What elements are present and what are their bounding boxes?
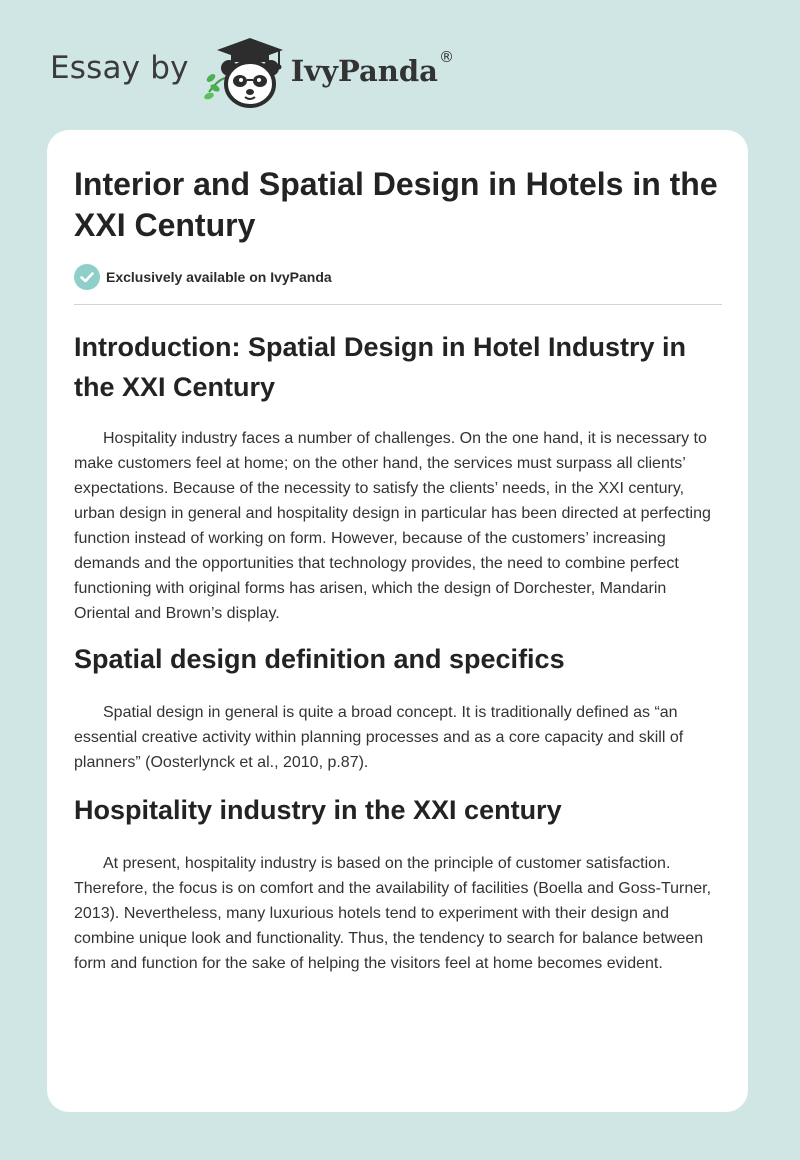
title-divider: [74, 304, 722, 305]
panda-logo-icon: [201, 34, 287, 110]
section-paragraph-spatial-design: Spatial design in general is quite a broad concept. It is traditionally defined as “an essential creative activity within planning processes and as a core capacity and skill of planners” (Oosterlynck et al., 2010, p.87).: [74, 704, 684, 771]
section-paragraph-introduction: Hospitality industry faces a number of challenges. On the one hand, it is necessary to make customers feel at home; on the other hand, the services must surpass all clients’ expectations. Because of the necessity to satisfy the clients’ needs, in the XXI century, urban design in general and hospitality design in particular has been directed at perfecting function instead of working on form. However, because of the customers’ increasing demands and the opportunities that technology provides, the need to combine perfect functioning with original forms has arisen, which the design of Dorchester, Mandarin Oriental and Brown’s display.: [74, 430, 711, 622]
check-circle-icon: [74, 264, 100, 290]
section-paragraph-hospitality: At present, hospitality industry is based on the principle of customer satisfaction. Therefore, the focus is on comfort and the availability of facilities (Boella and Goss-Turner, 2013). Nevertheless, many luxurious hotels tend to experiment with their design and combine unique look and functionality. Thus, the tendency to search for balance between form and function for the sake of helping the visitors feel at home becomes evident.: [74, 855, 712, 972]
brand-name: IvyPanda: [290, 54, 438, 88]
brand-header[interactable]: [50, 34, 454, 110]
section-heading-hospitality: Hospitality industry in the XXI century: [74, 795, 562, 825]
brand-prefix: Essay by: [50, 50, 189, 86]
exclusive-badge: [74, 262, 722, 292]
badge-label: Exclusively available on IvyPanda: [106, 269, 332, 285]
section-heading-spatial-design: Spatial design definition and specifics: [74, 644, 565, 674]
section-heading-introduction: Introduction: Spatial Design in Hotel Industry in the XXI Century: [74, 332, 687, 402]
essay-title: Interior and Spatial Design in Hotels in the XXI Century: [74, 166, 718, 243]
essay-card: [47, 130, 748, 1112]
brand-registered-mark: ®: [438, 48, 454, 66]
